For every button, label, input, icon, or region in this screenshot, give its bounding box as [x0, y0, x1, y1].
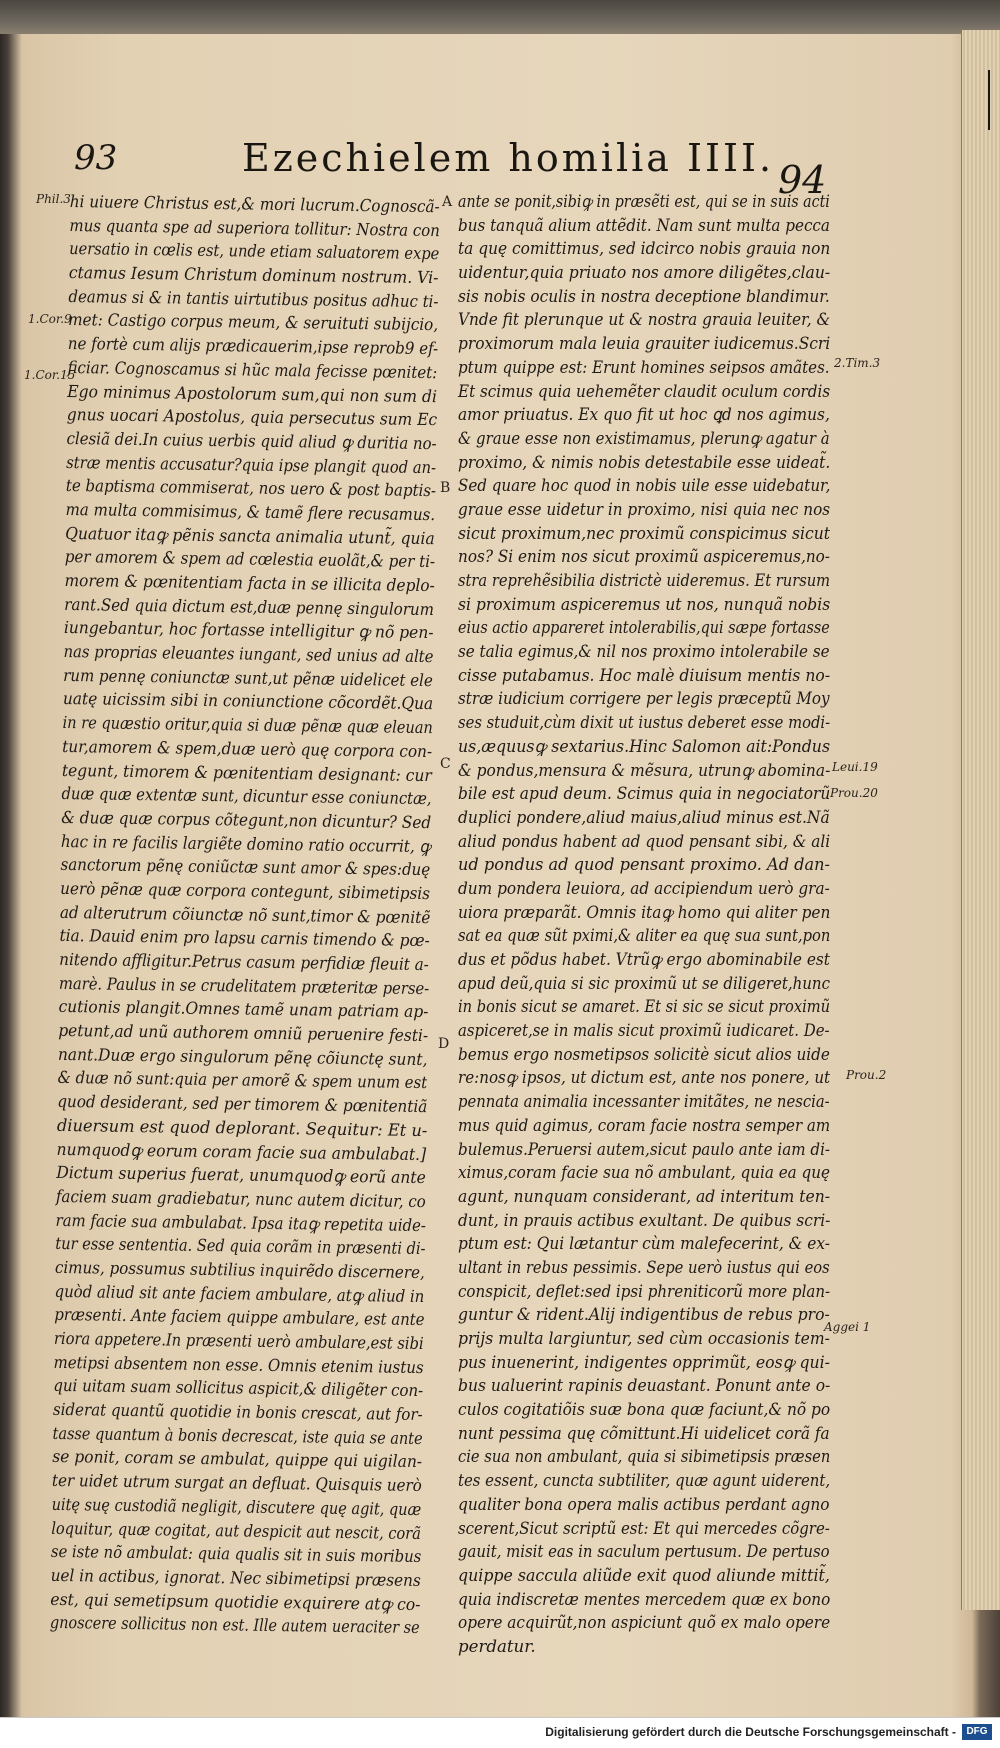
text-line: ad alterutrum cõiunctæ nõ sunt,timor & pœnitẽ [59, 902, 431, 927]
text-line: ximus,coram facie sua nõ ambulant, quia ea quę [458, 1163, 830, 1183]
margin-note-right: 2.Tim.3 [834, 356, 881, 370]
text-line: nant.Duæ ergo singulorum pẽnę cõiunctę sunt, [57, 1044, 428, 1069]
text-line: ter uidet utrum surgat an defluat. Quisquis uerò [51, 1471, 422, 1496]
text-line: Quatuor itaꝙ pẽnis sancta animalia utunt̃, quia [65, 523, 435, 548]
text-line: proximorum mala leuia grauiter iudicemus.Scri [458, 334, 831, 354]
text-line: ctamus Iesum Christum dominum nostrum. Vi- [68, 263, 439, 288]
text-line: siderat quantũ quotidie in bonis crescat, aut for- [52, 1399, 423, 1425]
text-line: se iste nõ ambulat: quia qualis sit in suis moribus [50, 1542, 422, 1567]
text-line: ne fortè cum alijs prædicauerim,ipse reprob9 ef- [67, 334, 439, 359]
text-line: hi uiuere Christus est,& mori lucrum.Cognoscã- [69, 191, 440, 217]
text-line: mus quanta spe ad superiora tollitur: Nostra con [69, 215, 440, 240]
text-line: ptum est: Qui lætantur cùm malefecerint, & ex- [458, 1234, 830, 1254]
text-line: met: Castigo corpus meum, & seruituti subijcio, [68, 310, 439, 335]
page-number-left: 93 [74, 138, 118, 178]
text-line: faciem suam gradiebatur, nunc autem dicitur, co [55, 1186, 426, 1211]
text-line: cie sua non ambulant, quia si sibimetipsis præsen [458, 1447, 831, 1467]
margin-note-right: Prou.2 [846, 1068, 887, 1082]
text-line: bus ualuerint rapinis deuastant. Ponunt ante o- [458, 1376, 831, 1396]
text-line: eius actio appareret intolerabilis,qui sæpe fortasse [458, 618, 830, 638]
text-line: pennata animalia incessanter imitãtes, ne nescia- [458, 1092, 830, 1112]
text-line: bile est apud deum. Scimus quia in negociatorũ [458, 784, 831, 804]
page-edge-stack [961, 30, 1000, 1610]
text-line: ud pondus ad quod pensant proximo. Ad dan- [458, 855, 831, 875]
text-line: duæ quæ extentæ sunt, dicuntur esse coniunctæ, [61, 784, 432, 809]
text-line: bulemus.Peruersi autem,sicut paulo ante iam di- [458, 1139, 831, 1159]
text-line: ta quę comittimus, sed idcirco nobis grauia non [458, 239, 831, 259]
text-line: iungebantur, hoc fortasse intelligitur ꝙ nõ pen- [63, 618, 434, 643]
text-line: tia. Dauid enim pro lapsu carnis timendo & pœ- [59, 926, 430, 951]
text-line: agunt, nunquam considerant, ad interitum ten- [458, 1186, 831, 1206]
dfg-logo: DFG [962, 1724, 992, 1740]
text-line: deamus si & in tantis uirtutibus positus adhuc ti- [68, 286, 439, 311]
text-line: in re quæstio oritur,quia si duæ pẽnæ quæ eleuan [62, 713, 434, 738]
text-line: tur,amorem & spem,duæ uerò quę corpora con- [62, 736, 433, 761]
text-line: Dictum superius fuerat, unumquodꝙ eorũ ante [56, 1163, 426, 1188]
text-line: ram facie sua ambulabat. Ipsa itaꝙ repetita uide- [55, 1210, 427, 1235]
text-line: quòd aliud sit ante faciem ambulare, atꝙ aliud in [54, 1281, 425, 1306]
text-line: opere acquirũt,non aspiciunt quõ ex malo opere [458, 1613, 831, 1633]
text-line: est, qui semetipsum quotidie exquirere atꝙ co- [50, 1589, 421, 1614]
text-line: bus tanquã alium attẽdit. Nam sunt multa pecca [458, 215, 830, 235]
text-line: aliud pondus habent ad quod pensant sibi, & ali [458, 831, 831, 851]
text-line: perdatur. [458, 1636, 536, 1656]
text-line: tur esse sententia. Sed quia corãm in præsenti di- [55, 1234, 426, 1259]
text-line: morem & pœnitentiam facta in se illicita deplo- [64, 570, 435, 596]
text-line: per amorem & spem ad cœlestia euolãt,& per ti- [64, 547, 436, 572]
text-line: & pondus,mensura & mẽsura, utrunꝙ abomina- [458, 760, 831, 780]
text-line: uidentur,quia priuato nos amore diligẽtes,clau- [458, 263, 831, 283]
text-line: cisse putabamus. Hoc malè diuisum mentis no- [458, 665, 831, 685]
text-line: ante se ponit,sibiꝙ in præsẽti est, qui se in suis acti [458, 192, 830, 211]
running-title: Ezechielem homilia IIII. [242, 136, 775, 180]
text-line: te baptisma commiserat, nos uero & post baptis- [65, 476, 437, 501]
text-line: quia indiscretæ mentes mercedem quæ ex bono [458, 1589, 831, 1609]
text-line: si proximum aspiceremus ut nos, nunquã nobis [458, 594, 831, 614]
section-letter: C [440, 756, 451, 772]
text-line: dum pondera leuiora, ad accipiendum uerò gra- [458, 878, 830, 898]
text-line: amor priuatus. Ex quo fit ut hoc ꝗd nos agimus, [458, 405, 830, 425]
text-line: se talia egimus,& nil nos proximo intolerabile se [458, 642, 830, 662]
text-line: scerent,Sicut scriptũ est: Et qui mercedes cõgre- [458, 1518, 830, 1538]
text-line: loquitur, quæ cogitat, aut despicit aut nescit, corã [51, 1518, 422, 1543]
text-line: culos cogitatiõis suæ bona quæ faciunt,& nõ po [458, 1400, 831, 1420]
text-line: cimus, possumus subtilius inquirẽdo discernere, [54, 1257, 425, 1282]
text-line: uel in actibus, ignorat. Nec sibimetipsi præsens [50, 1565, 421, 1590]
text-line: stræ mentis accusatur?quia ipse plangit quod an- [66, 452, 437, 477]
text-line: prijs multa largiuntur, sed cùm occasionis tem- [458, 1329, 830, 1348]
text-line: riora appetere.In præsenti uerò ambulare,est sibi [53, 1328, 424, 1354]
margin-note-left: 1.Cor.15 [24, 368, 76, 382]
text-line: aspiceret,se in malis sicut proximũ iudicaret. De- [458, 1021, 830, 1041]
text-line: uerò pẽnæ quæ corpora contegunt, sibimetipsis [60, 878, 431, 904]
text-line: tasse quantum à bonis decrescat, iste quia se ante [52, 1423, 423, 1448]
text-line: sicut proximum,nec proximũ conspicimus sicut [458, 523, 831, 543]
text-line: nitendo affligitur.Petrus casum perfidiæ fleuit a- [59, 949, 429, 975]
margin-note-left: Phil.3 [36, 192, 71, 206]
digitization-footer [0, 1717, 1000, 1748]
margin-note-right: Aggei 1 [824, 1320, 871, 1334]
text-line: gauit, misit eas in saculum pertusum. De pertuso [458, 1542, 830, 1562]
text-line: præsenti. Ante faciem quippe ambulare, est ante [54, 1305, 425, 1330]
text-line: mus quid agimus, coram facie nostra semper am [458, 1115, 831, 1135]
text-line: quod desiderant, sed per timorem & pœnitentiã [57, 1092, 428, 1117]
text-line: ma multa commisimus, & tamẽ flere recusamus. [65, 499, 436, 525]
text-line: re:nosꝙ ipsos, ut dictum est, ante nos ponere, ut [458, 1068, 831, 1088]
text-line: ultant in rebus pessimis. Sepe uerò iustus qui eos [458, 1257, 830, 1277]
text-line: petunt,ad unũ authorem omniũ peruenire festi- [58, 1020, 429, 1046]
text-line: sanctorum pẽnę coniũctæ sunt amor & spes:duę [60, 855, 431, 880]
text-line: gnus uocari Apostolus, quia persecutus sum Ec [66, 405, 438, 430]
text-line: ficiar. Cognoscamus si hũc mala fecisse pœnitet: [67, 357, 438, 382]
text-line: bemus ergo nosmetipsos solicitè sicut alios uide [458, 1044, 830, 1064]
text-line: metipsi absentem non esse. Omnis etenim iustus [53, 1352, 424, 1377]
text-line: in bonis sicut se amaret. Et si sic se sicut proximũ [458, 997, 831, 1017]
section-letter: D [438, 1036, 450, 1052]
text-line: quippe saccula aliũde exit quod aliunde mittit̃, [458, 1565, 830, 1585]
text-line: ptum quippe est: Erunt homines seipsos amãtes. [458, 357, 830, 377]
text-line: uitę suę custodiã negligit, discutere quę agit, quæ [51, 1494, 422, 1519]
text-line: qualiter bona opera malis actibus perdant agno [458, 1494, 830, 1514]
text-line: numquodꝙ eorum coram facie sua ambulabat.] [56, 1139, 427, 1164]
section-letter: B [440, 480, 451, 496]
text-line: graue esse uidetur in proximo, nisi quia nec nos [458, 499, 831, 519]
text-line: stra reprehẽsibilia districtè uideremus. Et rursum [458, 571, 831, 590]
text-line: marè. Paulus in se crudelitatem præteritæ perse- [58, 973, 430, 998]
text-line: sat ea quæ sũt pximi,& aliter ea quę sua sunt,pon [458, 926, 831, 946]
text-line: dunt, in prauis actibus exultant. De quibus scri- [458, 1210, 831, 1230]
text-line: diuersum est quod deplorant. Sequitur: Et u- [56, 1115, 428, 1140]
text-line: nas proprias eleuantes iungant, sed unius ad alte [63, 642, 434, 667]
text-line: tes essent, cuncta subtiliter, quæ agunt uiderent, [458, 1471, 831, 1491]
text-line: rant.Sed quia dictum est,duæ pennę singulorum [64, 594, 435, 619]
text-line: se ponit, coram se ambulat, quippe qui uigilan- [52, 1447, 423, 1472]
text-line: ses studuit,cùm dixit ut iustus deberet esse modi- [458, 713, 831, 733]
footer-credit: Digitalisierung gefördert durch die Deutsche Forschungsgemeinschaft - [545, 1725, 956, 1739]
text-line: & duæ quæ corpus cõtegunt,non dicuntur? Sed [61, 807, 432, 832]
scan-top-border [0, 0, 1000, 34]
right-text-column [458, 190, 830, 1659]
text-line: uatę uicissim sibi in coniunctione cõcordẽt.Qua [62, 689, 434, 714]
text-line: stræ iudicium corrigere per legis præceptũ Moy [458, 689, 830, 709]
text-line: gnoscere sollicitus non est. Ille autem ueraciter se [49, 1613, 420, 1638]
text-line: rum pennę coniunctæ sunt,ut pẽnæ uidelicet ele [63, 665, 433, 690]
text-line: pus inuenerint, indigentes opprimũt, eosꝙ qui- [458, 1352, 830, 1372]
text-line: uiora præparãt. Omnis itaꝙ homo qui aliter pen [458, 902, 831, 922]
text-line: qui uitam suam sollicitus aspicit,& diligẽter con- [53, 1376, 424, 1401]
text-line: Vnde fit plerunque ut & nostra grauia leuiter, & [458, 310, 831, 330]
text-line: Et scimus quia uehemẽter claudit oculum cordis [458, 381, 831, 401]
page-number-right: 94 [778, 158, 827, 202]
left-text-column [50, 190, 440, 1640]
margin-note-right: Prou.20 [830, 786, 878, 800]
text-line: & duæ nõ sunt:quia per amorẽ & spem unum est [57, 1068, 428, 1093]
text-line: dus et põdus habet. Vtrũꝙ ergo abominabile est [458, 950, 830, 969]
text-line: us,æquusꝙ sextarius.Hinc Salomon ait:Pondus [458, 736, 831, 756]
text-line: clesiã dei.In cuius uerbis quid aliud ꝙ duritia no- [66, 428, 437, 454]
text-line: Ego minimus Apostolorum sum,qui non sum di [67, 381, 438, 406]
text-line: cutionis plangit.Omnes tamẽ unam patriam ap- [58, 997, 429, 1022]
margin-note-left: 1.Cor.9 [28, 312, 72, 326]
margin-note-right: Leui.19 [832, 760, 878, 774]
text-line: conspicit, deflet:sed ipsi phreniticorũ more plan- [458, 1281, 831, 1301]
text-line: apud deũ,quia si sic proximũ ut se diligeret,hunc [458, 973, 830, 993]
text-line: tegunt, timorem & pœnitentiam designant: cur [61, 760, 432, 785]
text-line: & graue esse non existimamus, plerunꝙ agatur à [458, 428, 830, 448]
text-line: proximo, & nimis nobis detestabile esse uideat̃. [458, 452, 831, 472]
text-line: uersatio in cœlis est, unde etiam saluatorem expe [69, 239, 440, 264]
text-line: nos? Si enim nos sicut proximũ aspiceremus,no- [458, 547, 830, 567]
text-line: duplici pondere,aliud maius,aliud minus est.Nã [458, 807, 830, 827]
text-line: nunt pessima quę cõmittunt.Hi uidelicet corã fa [458, 1423, 830, 1443]
text-line: hac in re facilis largiẽte domino ratio occurrit, ꝙ [60, 831, 431, 856]
section-letter: A [442, 194, 453, 210]
text-line: guntur & rident.Alij indigentibus de rebus pro- [458, 1305, 830, 1325]
text-line: Sed quare hoc quod in nobis uile esse uidebatur, [458, 476, 831, 496]
text-line: sis nobis oculis in nostra deceptione blandimur. [458, 286, 830, 306]
